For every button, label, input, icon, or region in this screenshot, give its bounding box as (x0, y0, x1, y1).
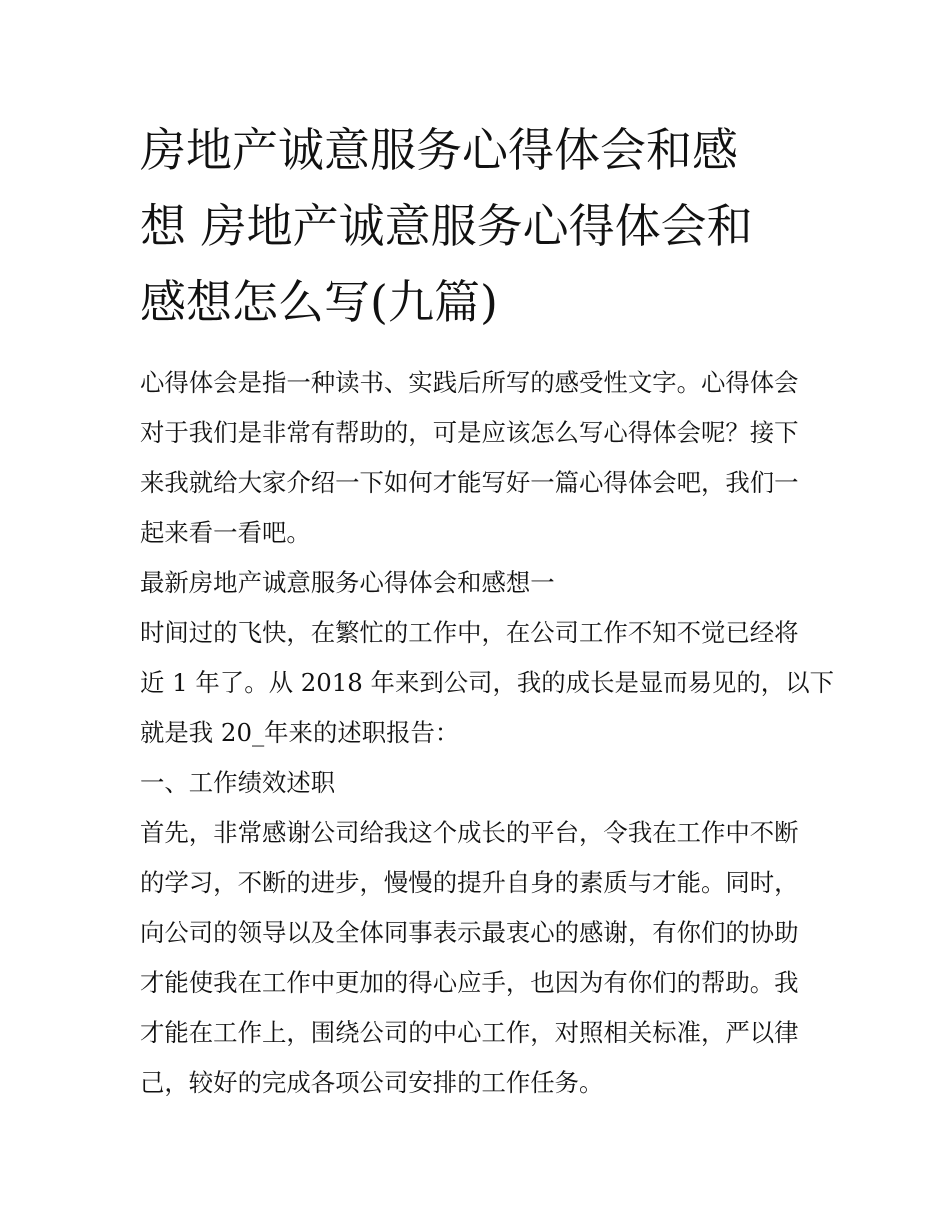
text-line: 最新房地产诚意服务心得体会和感想一 (140, 568, 555, 597)
text-line: 对于我们是非常有帮助的，可是应该怎么写心得体会呢？接下 (140, 418, 799, 447)
text-line: 首先，非常感谢公司给我这个成长的平台，令我在工作中不断 (140, 818, 799, 847)
text-line: 一、工作绩效述职 (140, 768, 336, 797)
title-line: 感想怎么写(九篇) (140, 275, 498, 329)
text-line: 近 1 年了。从 2018 年来到公司，我的成长是显而易见的，以下 (140, 668, 834, 697)
text-line: 来我就给大家介绍一下如何才能写好一篇心得体会吧，我们一 (140, 468, 799, 497)
title-line: 想 房地产诚意服务心得体会和 (140, 199, 753, 253)
body-paragraph (140, 608, 834, 758)
text-line: 向公司的领导以及全体同事表示最衷心的感谢，有你们的协助 (140, 918, 799, 947)
section-heading (140, 558, 812, 608)
title-line: 房地产诚意服务心得体会和感 (140, 123, 738, 177)
text-line: 起来看一看吧。 (140, 518, 311, 547)
document-title (140, 112, 812, 340)
text-line: 己，较好的完成各项公司安排的工作任务。 (140, 1068, 604, 1097)
text-line: 就是我 20_年来的述职报告： (140, 718, 460, 747)
text-line: 才能在工作上，围绕公司的中心工作，对照相关标准，严以律 (140, 1018, 799, 1047)
intro-paragraph (140, 358, 812, 558)
subsection-heading (140, 758, 812, 808)
body-paragraph (140, 808, 812, 1108)
text-line: 时间过的飞快，在繁忙的工作中，在公司工作不知不觉已经将 (140, 618, 799, 647)
text-line: 才能使我在工作中更加的得心应手，也因为有你们的帮助。我 (140, 968, 799, 997)
text-line: 的学习，不断的进步，慢慢的提升自身的素质与才能。同时， (140, 868, 799, 897)
document-body (140, 112, 834, 1108)
text-line: 心得体会是指一种读书、实践后所写的感受性文字。心得体会 (140, 368, 799, 397)
